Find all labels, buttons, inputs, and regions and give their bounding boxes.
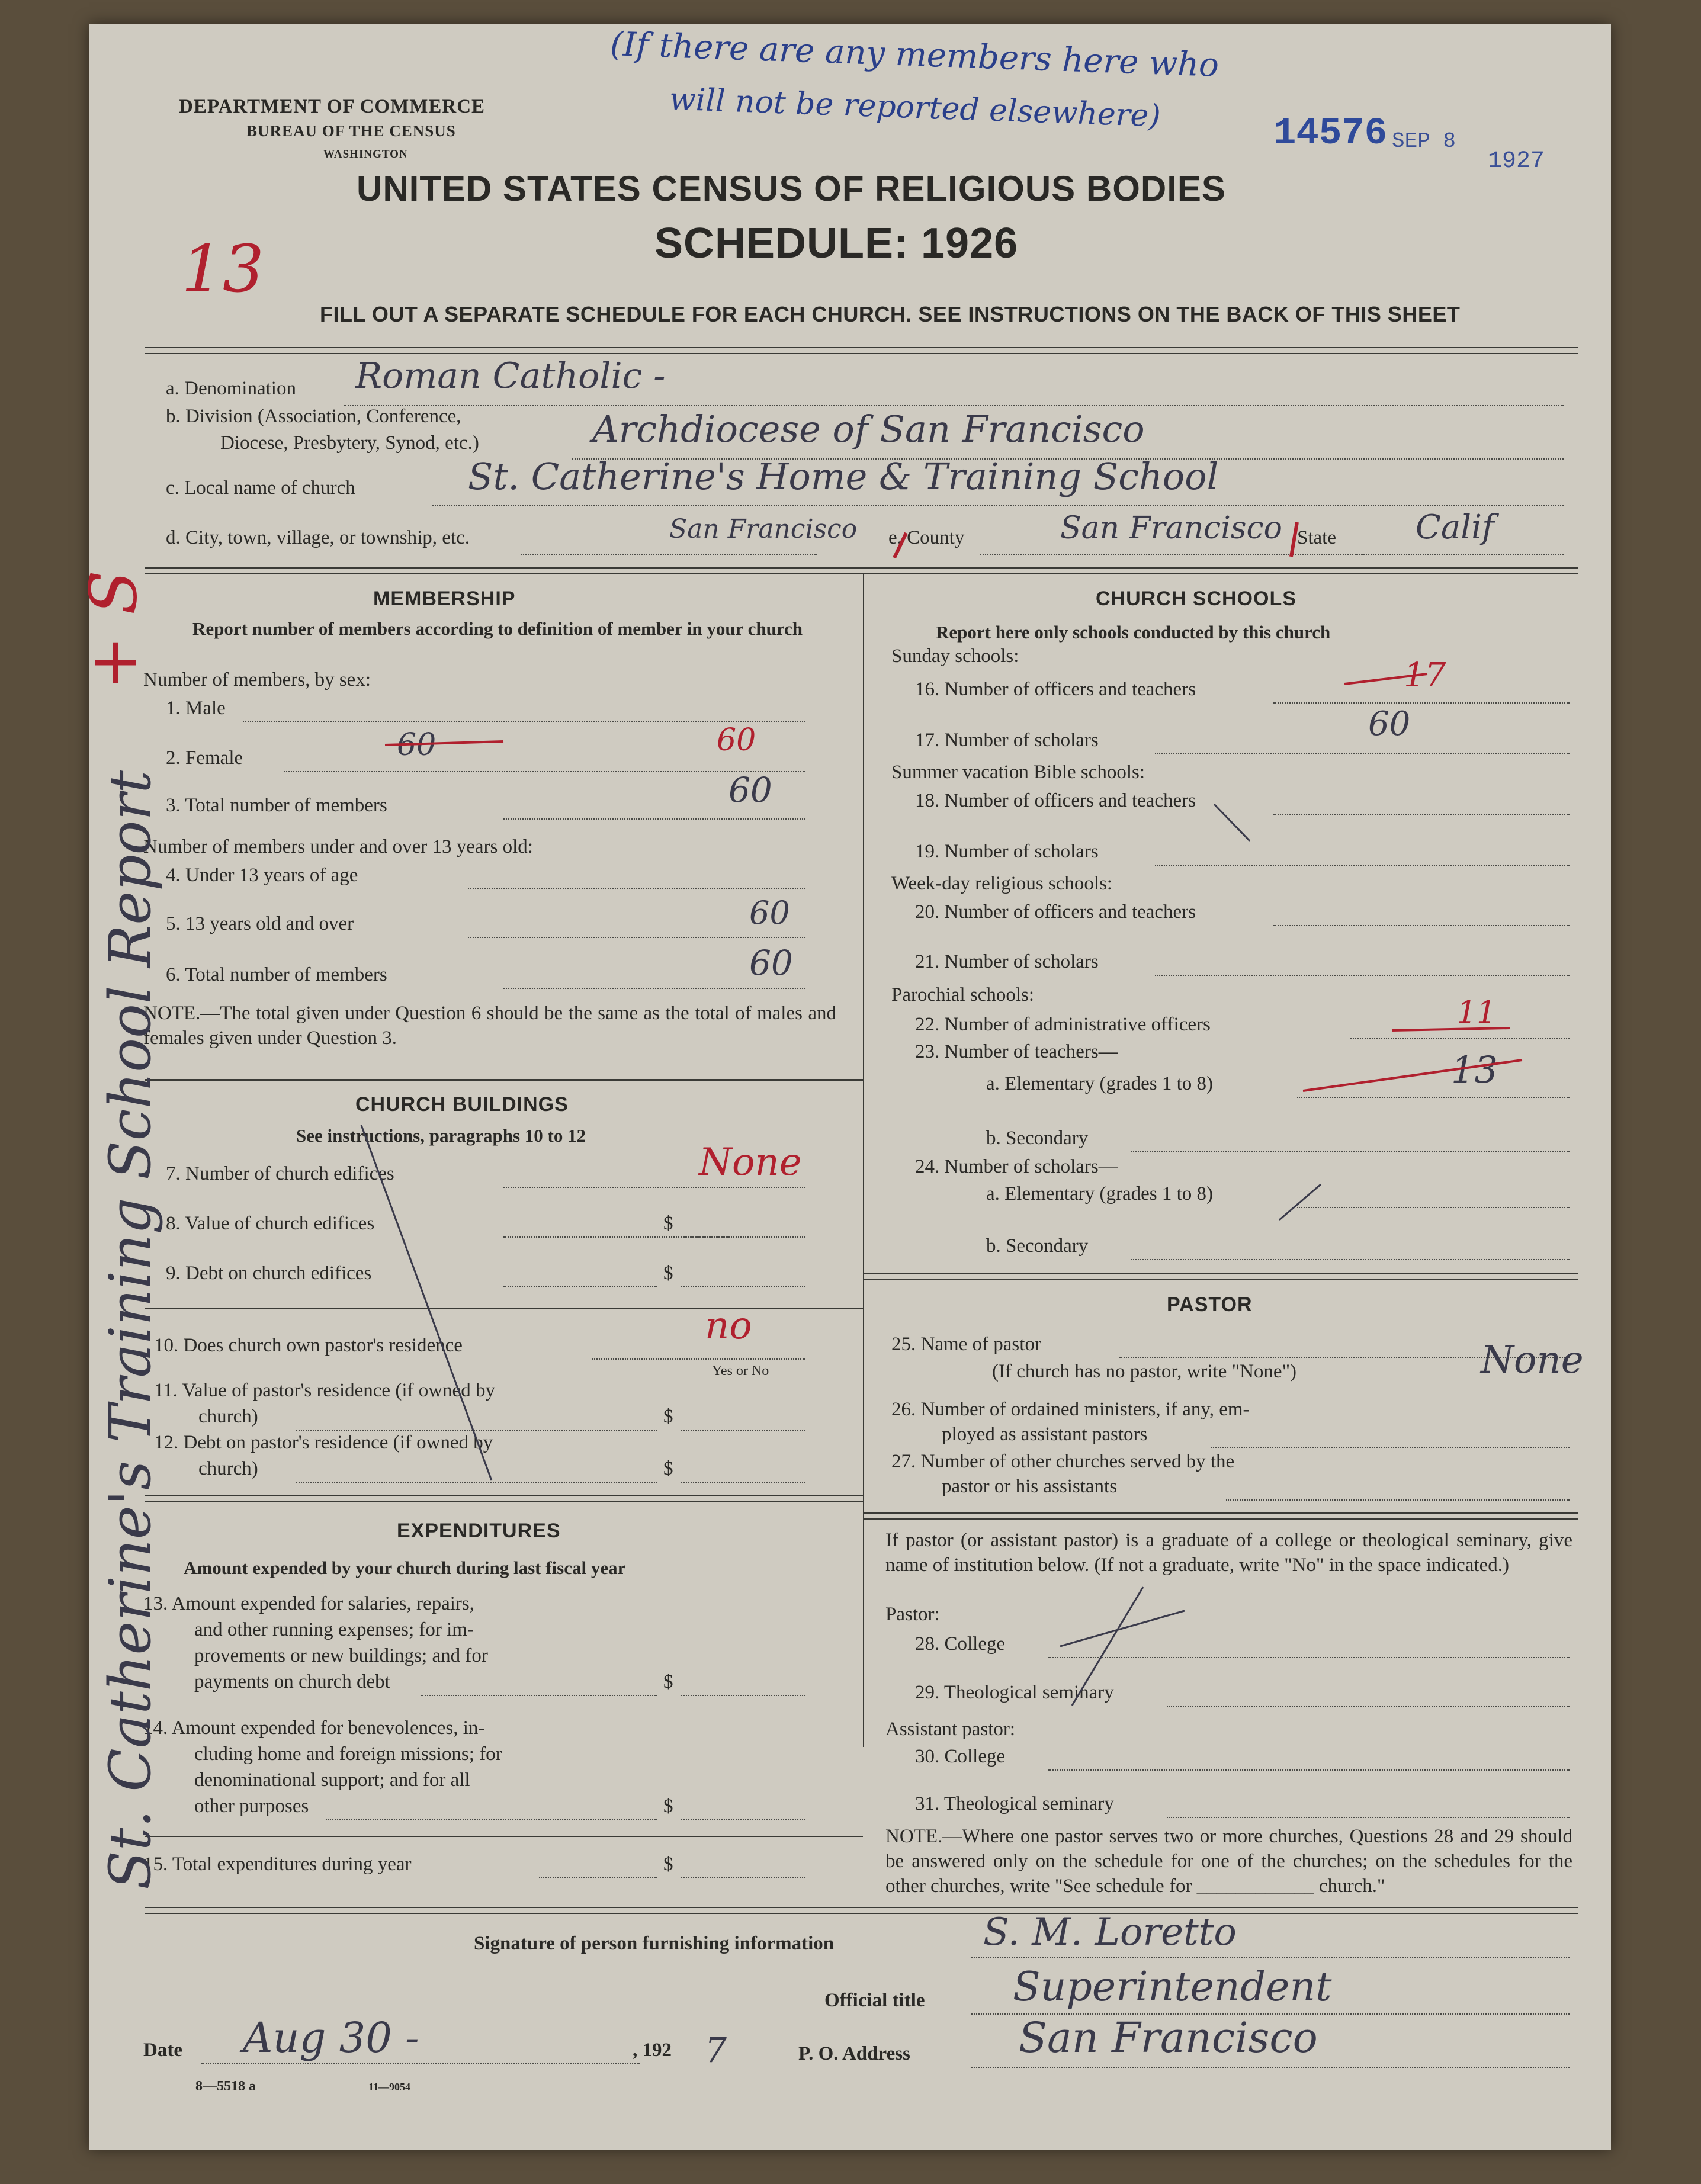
- city-value: San Francisco: [669, 514, 858, 544]
- q25-label: 25. Name of pastor: [891, 1334, 1041, 1355]
- red-handwritten-number: 13: [181, 231, 264, 307]
- q30-label: 30. College: [915, 1746, 1006, 1767]
- q26-label-2: ployed as assistant pastors: [942, 1424, 1148, 1445]
- q7-value: None: [699, 1141, 802, 1184]
- buildings-sub: See instructions, paragraphs 10 to 12: [296, 1125, 586, 1146]
- q25-hint: (If church has no pastor, write "None"): [992, 1361, 1297, 1382]
- q14-line-2: cluding home and foreign missions; for: [194, 1743, 502, 1765]
- schools-title: CHURCH SCHOOLS: [1096, 587, 1296, 610]
- q5-over13-value: 60: [749, 894, 790, 932]
- expenditures-title: EXPENDITURES: [397, 1520, 561, 1542]
- summer-heading: Summer vacation Bible schools:: [891, 762, 1145, 783]
- q13-line-1: 13. Amount expended for salaries, repairs,: [143, 1593, 475, 1614]
- q3-total-value: 60: [728, 770, 772, 810]
- sunday-heading: Sunday schools:: [891, 645, 1019, 667]
- q27-label-2: pastor or his assistants: [942, 1476, 1118, 1497]
- q2-female-value: 60: [717, 722, 756, 758]
- bureau-name: BUREAU OF THE CENSUS: [246, 122, 456, 140]
- graduate-note: If pastor (or assistant pastor) is a graduate of a college or theological seminary, give name of institution below. (If not a graduate, write "No" in the space indicated.): [885, 1530, 1572, 1576]
- margin-side-note: St. Catherine's Training School Report: [97, 770, 163, 1890]
- q5-over13-label: 5. 13 years old and over: [166, 913, 354, 934]
- county-label: e. County: [888, 527, 965, 548]
- denomination-value: Roman Catholic -: [355, 355, 666, 397]
- year-prefix: , 192: [633, 2040, 672, 2061]
- weekday-heading: Week-day religious schools:: [891, 873, 1113, 894]
- q15-dollar: $: [663, 1854, 673, 1875]
- q28-label: 28. College: [915, 1633, 1006, 1655]
- q13-line-2: and other running expenses; for im-: [194, 1619, 474, 1640]
- expenditures-sub: Amount expended by your church during last fiscal year: [184, 1557, 626, 1578]
- q8-label: 8. Value of church edifices: [166, 1213, 375, 1234]
- division-label-2: Diocese, Presbytery, Synod, etc.): [220, 432, 479, 454]
- q12-dollar: $: [663, 1458, 673, 1479]
- q20-label: 20. Number of officers and teachers: [915, 901, 1196, 923]
- members-by-sex-heading: Number of members, by sex:: [143, 669, 371, 690]
- date-label: Date: [143, 2040, 182, 2061]
- buildings-title: CHURCH BUILDINGS: [355, 1093, 569, 1116]
- q24a-label: a. Elementary (grades 1 to 8): [986, 1183, 1214, 1205]
- q16-label: 16. Number of officers and teachers: [915, 679, 1196, 700]
- q11-dollar: $: [663, 1406, 673, 1427]
- q11-label-1: 11. Value of pastor's residence (if owned by: [154, 1380, 495, 1401]
- q17-label: 17. Number of scholars: [915, 730, 1099, 751]
- handwritten-top-note-line1: (If there are any members here who: [609, 25, 1220, 85]
- q16-value: 17: [1404, 656, 1446, 695]
- q6-total-value: 60: [749, 943, 793, 983]
- po-address-label: P. O. Address: [798, 2043, 910, 2064]
- receipt-stamp-year: 1927: [1488, 148, 1545, 175]
- city-name: WASHINGTON: [323, 148, 408, 160]
- q14-line-1: 14. Amount expended for benevolences, in-: [143, 1717, 485, 1739]
- signature-label: Signature of person furnishing information: [474, 1933, 835, 1954]
- q23b-label: b. Secondary: [986, 1128, 1089, 1149]
- parochial-heading: Parochial schools:: [891, 984, 1035, 1006]
- church-name-label: c. Local name of church: [166, 477, 355, 499]
- q23a-label: a. Elementary (grades 1 to 8): [986, 1073, 1214, 1094]
- q7-label: 7. Number of church edifices: [166, 1163, 394, 1184]
- q25-value: None: [1481, 1338, 1584, 1382]
- handwritten-top-note-line2: will not be reported elsewhere): [669, 81, 1161, 134]
- q2-female-struck-value: 60: [397, 727, 437, 763]
- official-title-label: Official title: [824, 1990, 925, 2011]
- pastor-sublabel: Pastor:: [885, 1604, 940, 1625]
- q10-value: no: [705, 1304, 752, 1348]
- q13-dollar: $: [663, 1671, 673, 1692]
- q21-label: 21. Number of scholars: [915, 951, 1099, 972]
- po-address-value: San Francisco: [1019, 2013, 1318, 2062]
- division-label-1: b. Division (Association, Conference,: [166, 406, 461, 427]
- pastor-title: PASTOR: [1167, 1293, 1253, 1316]
- instruction-banner: FILL OUT A SEPARATE SCHEDULE FOR EACH CHURCH. SEE INSTRUCTIONS ON THE BACK OF THIS SHEET: [320, 302, 1461, 326]
- census-schedule-sheet: [75, 24, 1611, 2150]
- q22-label: 22. Number of administrative officers: [915, 1014, 1211, 1035]
- membership-note: NOTE.—The total given under Question 6 should be the same as the total of males and females given under Question 3.: [143, 1003, 836, 1049]
- city-label: d. City, town, village, or township, etc.: [166, 527, 470, 548]
- pastor-note: NOTE.—Where one pastor serves two or more churches, Questions 28 and 29 should be answered only on the schedule for one of the churches; on the schedules for the other churches, write "See schedule for ____________ church.": [885, 1826, 1572, 1897]
- q12-label-2: church): [198, 1458, 258, 1479]
- schools-sub: Report here only schools conducted by this church: [936, 622, 1331, 643]
- q11-label-2: church): [198, 1406, 258, 1427]
- assistant-sublabel: Assistant pastor:: [885, 1719, 1016, 1740]
- q9-label: 9. Debt on church edifices: [166, 1263, 372, 1284]
- q27-label-1: 27. Number of other churches served by the: [891, 1451, 1235, 1472]
- q24b-label: b. Secondary: [986, 1235, 1089, 1257]
- q13-line-3: provements or new buildings; and for: [194, 1645, 488, 1666]
- state-value: Calif: [1416, 508, 1494, 547]
- q10-label: 10. Does church own pastor's residence: [154, 1335, 463, 1356]
- membership-intro: Report number of members according to definition of member in your church: [192, 618, 803, 639]
- q3-total-label: 3. Total number of members: [166, 795, 387, 816]
- q2-female-label: 2. Female: [166, 747, 243, 769]
- q31-label: 31. Theological seminary: [915, 1793, 1114, 1814]
- receipt-stamp-date: SEP 8: [1392, 129, 1456, 153]
- q24-label: 24. Number of scholars—: [915, 1156, 1118, 1177]
- margin-red-mark: + S: [75, 570, 152, 690]
- denomination-label: a. Denomination: [166, 378, 296, 399]
- q15-label: 15. Total expenditures during year: [143, 1854, 412, 1875]
- q26-label-1: 26. Number of ordained ministers, if any, em-: [891, 1399, 1250, 1420]
- q4-under13-label: 4. Under 13 years of age: [166, 865, 358, 886]
- department-name: DEPARTMENT OF COMMERCE: [179, 96, 486, 117]
- q23a-value: 13: [1451, 1048, 1498, 1091]
- q19-label: 19. Number of scholars: [915, 841, 1099, 862]
- q6-total-label: 6. Total number of members: [166, 964, 387, 985]
- q29-label: 29. Theological seminary: [915, 1682, 1114, 1703]
- q13-line-4: payments on church debt: [194, 1671, 390, 1692]
- q14-dollar: $: [663, 1796, 673, 1817]
- q9-dollar: $: [663, 1263, 673, 1284]
- church-name-value: St. Catherine's Home & Training School: [468, 455, 1219, 498]
- q18-label: 18. Number of officers and teachers: [915, 790, 1196, 811]
- division-value: Archdiocese of San Francisco: [592, 407, 1145, 451]
- print-number: 11—9054: [368, 2081, 411, 2093]
- form-number: 8—5518 a: [195, 2079, 256, 2094]
- county-value: San Francisco: [1060, 510, 1282, 546]
- q17-value: 60: [1368, 705, 1411, 743]
- receipt-stamp-number: 14576: [1273, 113, 1388, 155]
- q12-label-1: 12. Debt on pastor's residence (if owned by: [154, 1432, 493, 1453]
- official-title-value: Superintendent: [1013, 1964, 1332, 2010]
- q22-value: 11: [1457, 995, 1497, 1030]
- form-title: UNITED STATES CENSUS OF RELIGIOUS BODIES: [357, 169, 1226, 208]
- q1-male-label: 1. Male: [166, 698, 226, 719]
- date-value: Aug 30 -: [243, 2013, 419, 2062]
- pen-strokes-overlay: [89, 24, 1611, 2150]
- schedule-year-title: SCHEDULE: 1926: [654, 220, 1019, 267]
- age-heading: Number of members under and over 13 years old:: [143, 836, 533, 857]
- q23-label: 23. Number of teachers—: [915, 1041, 1118, 1062]
- q14-line-4: other purposes: [194, 1796, 309, 1817]
- q8-dollar: $: [663, 1213, 673, 1234]
- year-digit: 7: [705, 2030, 727, 2070]
- q10-hint: Yes or No: [712, 1363, 769, 1379]
- q14-line-3: denominational support; and for all: [194, 1769, 470, 1791]
- state-label: State: [1297, 527, 1336, 548]
- signature-value: S. M. Loretto: [983, 1910, 1237, 1954]
- membership-title: MEMBERSHIP: [373, 587, 516, 610]
